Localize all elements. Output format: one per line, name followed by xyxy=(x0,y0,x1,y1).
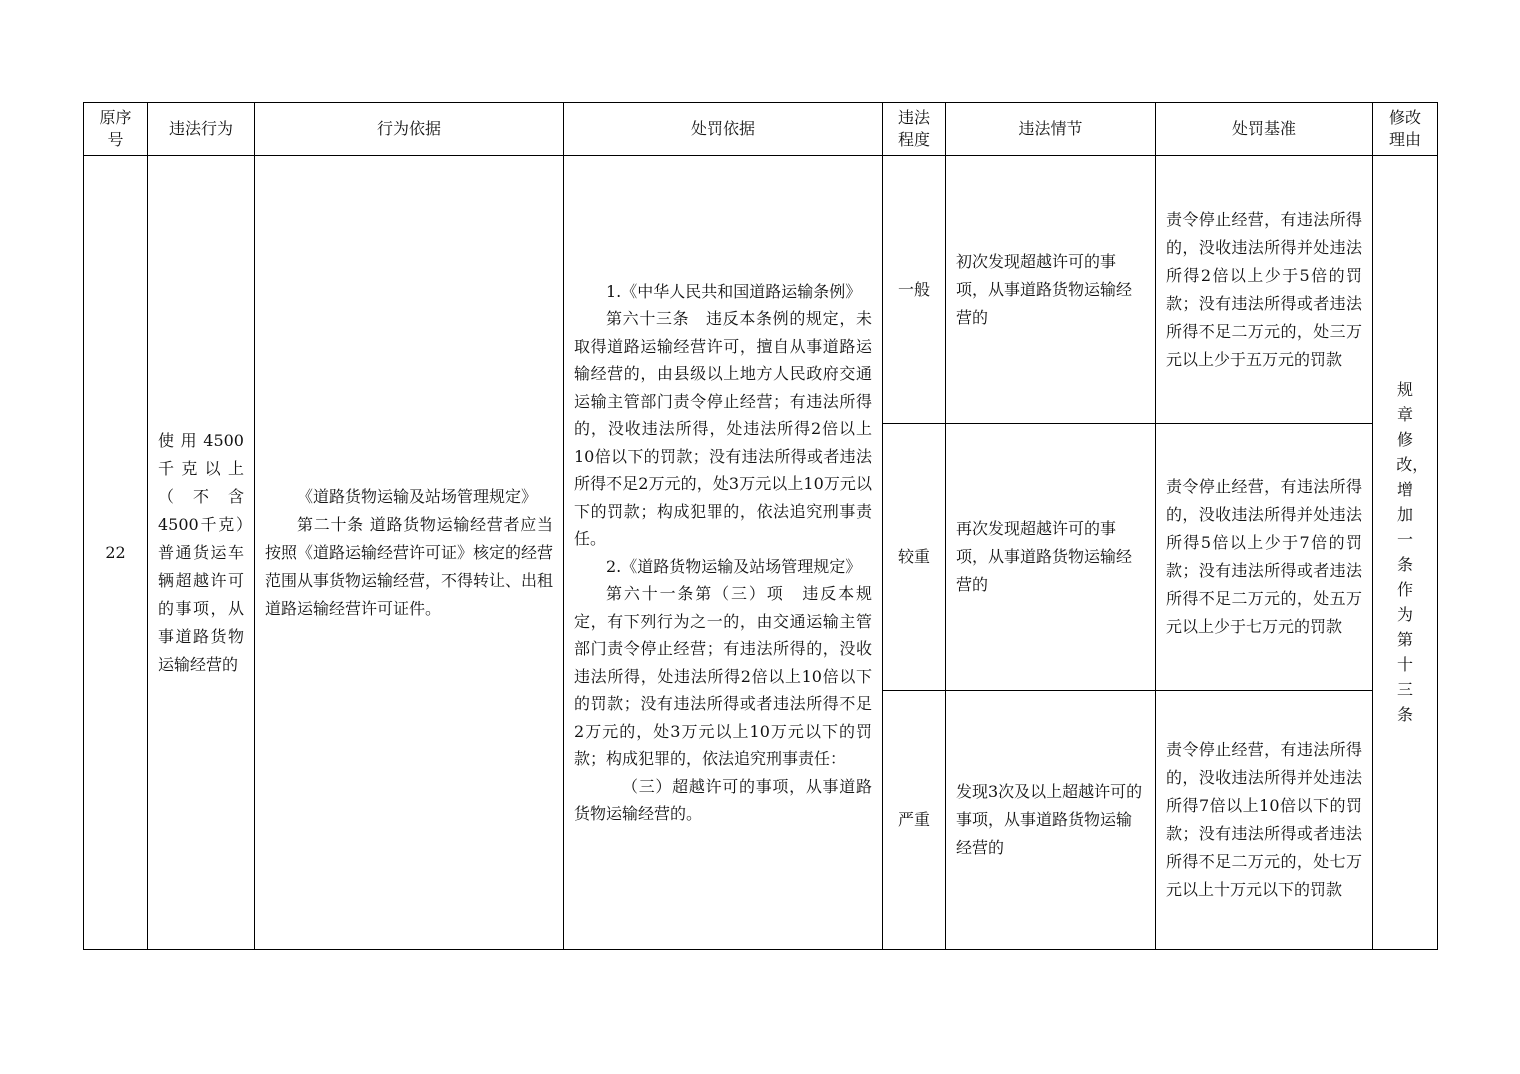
row-number: 22 xyxy=(84,156,148,950)
reason-text: 规章修改，增加一条作为第十三条 xyxy=(1396,379,1429,724)
degree-serious: 较重 xyxy=(883,424,946,691)
table-row xyxy=(84,156,1438,424)
header-reason: 修改理由 xyxy=(1373,103,1438,156)
penalty-basis-2-title: 2.《道路货物运输及站场管理规定》 xyxy=(606,556,862,576)
act-basis-title: 《道路货物运输及站场管理规定》 xyxy=(297,486,538,506)
standard-serious: 责令停止经营，有违法所得的，没收违法所得并处违法所得5倍以上少于7倍的罚款；没有违法所得或者违法所得不足二万元的，处五万元以上少于七万元的罚款 xyxy=(1156,424,1373,691)
situation-serious: 再次发现超越许可的事项，从事道路货物运输经营的 xyxy=(946,424,1156,691)
header-standard: 处罚基准 xyxy=(1156,103,1373,156)
situation-general: 初次发现超越许可的事项，从事道路货物运输经营的 xyxy=(946,156,1156,424)
header-penalty-basis: 处罚依据 xyxy=(564,103,883,156)
header-number: 原序号 xyxy=(84,103,148,156)
penalty-basis-2-text: 第六十一条第（三）项 违反本规定，有下列行为之一的，由交通运输主管部门责令停止经营；有违法所得的，没收违法所得，处违法所得2倍以上10倍以下的罚款；没有违法所得或者违法所得不足2万元的，处3万元以上10万元以下的罚款；构成犯罪的，依法追究刑事责任： xyxy=(574,584,872,768)
act-basis-text: 第二十条 道路货物运输经营者应当按照《道路运输经营许可证》核定的经营范围从事货物运输经营，不得转让、出租道路运输经营许可证件。 xyxy=(265,514,554,618)
act-basis-cell xyxy=(255,156,564,950)
penalty-basis-1-text: 第六十三条 违反本条例的规定，未取得道路运输经营许可，擅自从事道路运输经营的，由县级以上地方人民政府交通运输主管部门责令停止经营；有违法所得的，没收违法所得，处违法所得2倍以上10倍以下的罚款；没有违法所得或者违法所得不足2万元的，处3万元以上10万元以下的罚款；构成犯罪的，依法追究刑事责任。 xyxy=(574,309,872,548)
standard-severe: 责令停止经营，有违法所得的，没收违法所得并处违法所得7倍以上10倍以下的罚款；没有违法所得或者违法所得不足二万元的，处七万元以上十万元以下的罚款 xyxy=(1156,691,1373,950)
penalty-basis-1-title: 1.《中华人民共和国道路运输条例》 xyxy=(606,281,862,301)
penalty-basis-2-item: （三）超越许可的事项，从事道路货物运输经营的。 xyxy=(574,776,872,823)
header-situation: 违法情节 xyxy=(946,103,1156,156)
header-violation: 违法行为 xyxy=(148,103,255,156)
situation-severe: 发现3次及以上超越许可的事项，从事道路货物运输经营的 xyxy=(946,691,1156,950)
header-row xyxy=(84,103,1438,156)
penalty-basis-cell xyxy=(564,156,883,950)
standard-general: 责令停止经营，有违法所得的，没收违法所得并处违法所得2倍以上少于5倍的罚款；没有违法所得或者违法所得不足二万元的，处三万元以上少于五万元的罚款 xyxy=(1156,156,1373,424)
degree-general: 一般 xyxy=(883,156,946,424)
header-degree: 违法程度 xyxy=(883,103,946,156)
degree-severe: 严重 xyxy=(883,691,946,950)
penalty-standard-table xyxy=(83,102,1438,950)
violation-cell: 使用4500千克以上（不含4500千克）普通货运车辆超越许可的事项，从事道路货物运输经营的 xyxy=(148,156,255,950)
reason-cell xyxy=(1373,156,1438,950)
header-act-basis: 行为依据 xyxy=(255,103,564,156)
